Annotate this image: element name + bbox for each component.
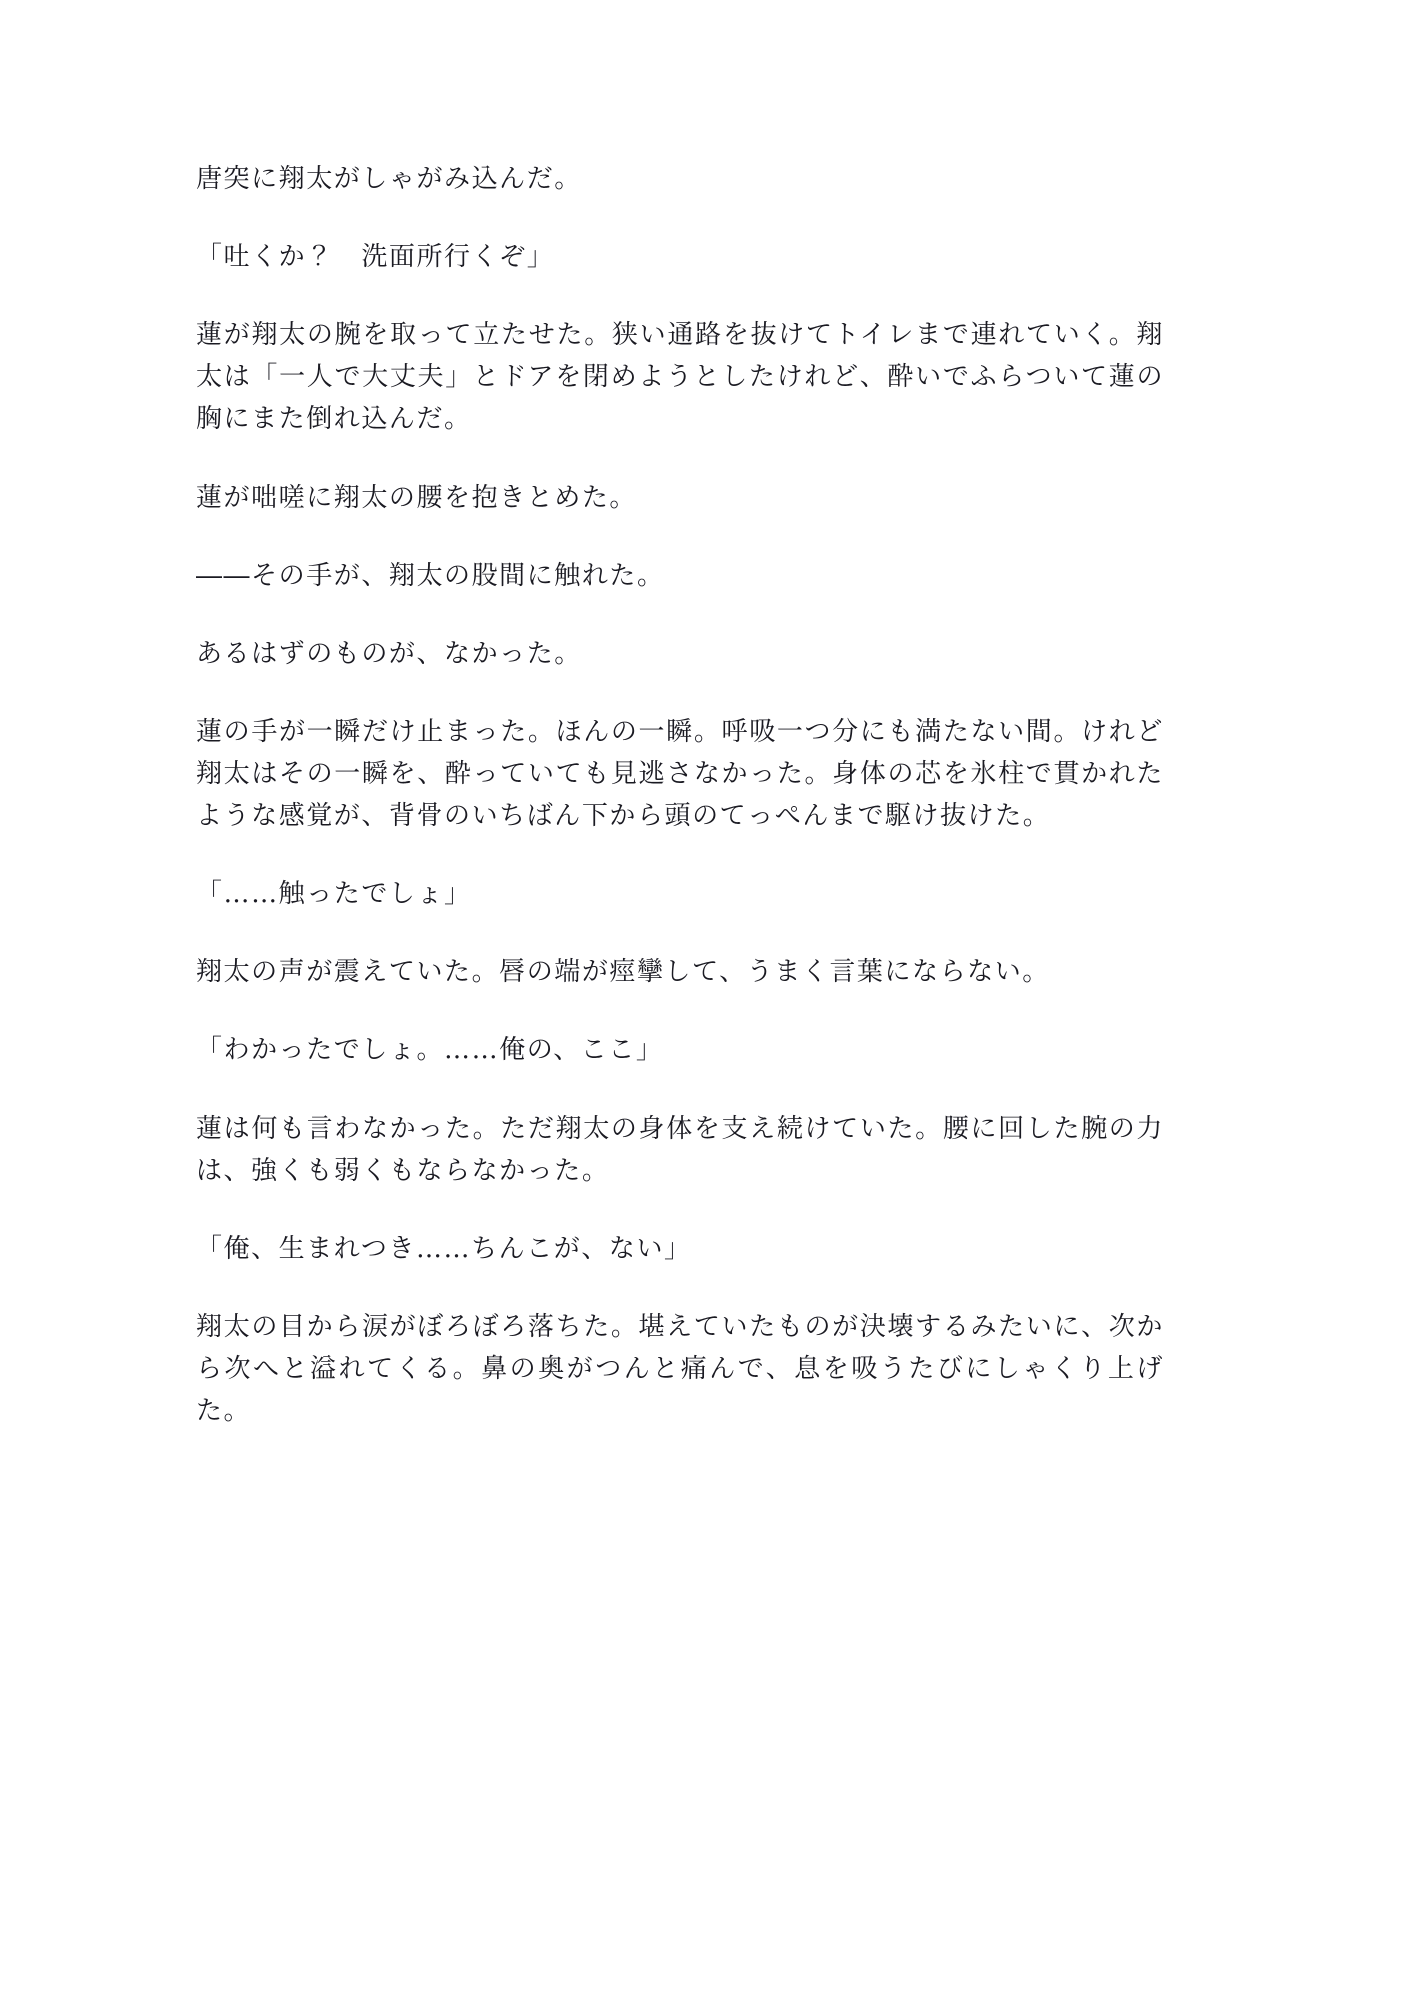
paragraph: 「俺、生まれつき……ちんこが、ない」	[196, 1233, 692, 1264]
paragraph: ――その手が、翔太の股間に触れた。	[196, 560, 665, 591]
paragraph: 唐突に翔太がしゃがみ込んだ。	[196, 164, 582, 194]
paragraph: 蓮が翔太の腕を取って立たせた。狭い通路を抜けてトイレまで連れていく。翔太は「一人で大丈夫」とドアを閉めようとしたけれど、酔いでふらついて蓮の胸にまた倒れ込んだ。	[196, 320, 1164, 435]
paragraph: 蓮の手が一瞬だけ止まった。ほんの一瞬。呼吸一つ分にも満たない間。けれど翔太はその一瞬を、酔っていても見逃さなかった。身体の芯を氷柱で貫かれたような感覚が、背骨のいちばん下から頭のてっぺんまで駆け抜けた。	[196, 716, 1164, 832]
paragraph: 「吐くか？ 洗面所行くぞ」	[196, 242, 555, 273]
paragraph: 翔太の声が震えていた。唇の端が痙攣して、うまく言葉にならない。	[196, 957, 1050, 988]
paragraph: 翔太の目から涙がぼろぼろ落ちた。堪えていたものが決壊するみたいに、次から次へと溢れてくる。鼻の奥がつんと痛んで、息を吸うたびにしゃくり上げた。	[196, 1311, 1164, 1427]
paragraph: あるはずのものが、なかった。	[196, 638, 582, 669]
paragraph: 蓮が咄嗟に翔太の腰を抱きとめた。	[196, 482, 637, 513]
text-column	[196, 158, 1164, 1432]
paragraph: 「わかったでしょ。……俺の、ここ」	[196, 1035, 664, 1066]
paragraph: 蓮は何も言わなかった。ただ翔太の身体を支え続けていた。腰に回した腕の力は、強くも弱くもならなかった。	[196, 1113, 1164, 1186]
paragraph: 「……触ったでしょ」	[196, 879, 472, 910]
